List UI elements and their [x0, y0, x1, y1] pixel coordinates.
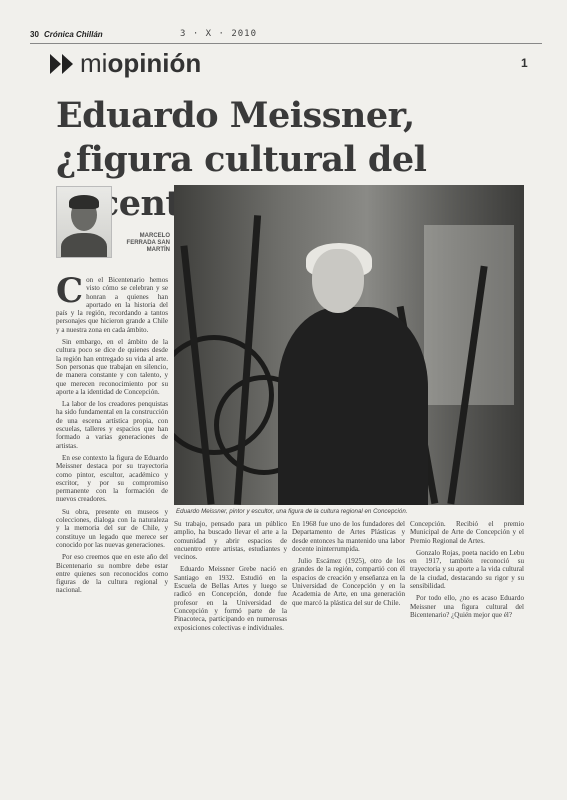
- page-number: 30: [30, 30, 39, 39]
- date-stamp: 3 · X · 2010: [180, 29, 258, 39]
- paragraph: La labor de los creadores penquistas ha sido fundamental en la construcción de una escena artística propia, con escuelas, talleres y espacios que han formado a varias generaciones de artistas.: [56, 400, 168, 450]
- play-arrow-icon: [50, 54, 61, 74]
- paragraph: En ese contexto la figura de Eduardo Meissner destaca por su trayectoria como pintor, escultor, académico y escritor, y por su compromiso permanente con la formación de nuevos creadores.: [56, 453, 168, 504]
- section-label-light: mi: [80, 48, 108, 78]
- paragraph: Su obra, presente en museos y colecciones, dialoga con la naturaleza y la memoria del sur de Chile, y constituye un legado que merece ser conocido por las nuevas generaciones.: [56, 507, 168, 549]
- paragraph: Julio Escámez (1925), otro de los grandes de la región, compartió con él espacios de creación y enseñanza en la Universidad de Concepción y en la Academia de Arte, en una generación que marcó la plástica del sur de Chile.: [292, 557, 405, 607]
- header-rule: [30, 43, 542, 44]
- photo-caption: Eduardo Meissner, pintor y escultor, una figura de la cultura regional en Concepción.: [176, 508, 408, 515]
- paragraph: Por todo ello, ¿no es acaso Eduardo Meissner una figura cultural del Bicentenario? ¿Quién mejor que él?: [410, 594, 524, 619]
- headline: Eduardo Meissner, ¿figura cultural del: [56, 95, 427, 180]
- article-column-3: [292, 520, 405, 790]
- play-arrow-icon: [62, 54, 73, 74]
- paragraph: Por eso creemos que en este año del Bicentenario su nombre debe estar entre quienes son reconocidos como figuras de la cultura regional y nacional.: [56, 553, 168, 595]
- article-column-4: [410, 520, 524, 790]
- article-photo: [174, 185, 524, 505]
- paragraph: on el Bicentenario hemos visto cómo se celebran y se honran a quienes han aportado en la historia del país y la región, recordando a tantos personajes que hicieron grande a Chile y a nuestra zona en cada ámbito.: [56, 276, 168, 334]
- page-marker: 1: [521, 56, 528, 70]
- section-label-bold: opinión: [107, 48, 202, 78]
- paragraph: En 1968 fue uno de los fundadores del Departamento de Artes Plásticas y desde entonces ha mantenido una labor docente ininterrumpida.: [292, 520, 405, 553]
- author-name: MARCELO FERRADA SAN MARTÍN: [126, 233, 170, 253]
- drop-cap: C: [56, 276, 84, 311]
- paragraph: Eduardo Meissner Grebe nació en Santiago en 1932. Estudió en la Escuela de Bellas Artes y luego se radicó en Concepción, donde fue profesor en la Universidad de Concepción y formó parte de la Pinacoteca, participando en numerosas exposiciones colectivas e individuales.: [174, 565, 287, 632]
- paragraph: Sin embargo, en el ámbito de la cultura poco se dice de quienes desde la región han entregado su vida al arte. Son personas que trabajan en silencio, de manera constante y con talento, y que merecen reconocimiento por su aporte a la identidad de Concepción.: [56, 338, 168, 396]
- page-header: [30, 29, 540, 43]
- paragraph: Gonzalo Rojas, poeta nacido en Lebu en 1917, también reconoció su trayectoria y su aporte a la vida cultural de la ciudad, destacando su rigor y su sensibilidad.: [410, 548, 524, 591]
- article-column-2: [174, 520, 287, 790]
- article-column-1: [56, 276, 168, 791]
- paragraph: Su trabajo, pensado para un público amplio, ha buscado llevar el arte a la comunidad y abrir espacios de encuentro entre artistas, estudiantes y vecinos.: [174, 520, 287, 562]
- paragraph: Concepción. Recibió el premio Municipal de Arte de Concepción y el Premio Regional de Artes.: [410, 520, 524, 545]
- publication-name: Crónica Chillán: [44, 30, 103, 39]
- author-photo: [56, 186, 112, 258]
